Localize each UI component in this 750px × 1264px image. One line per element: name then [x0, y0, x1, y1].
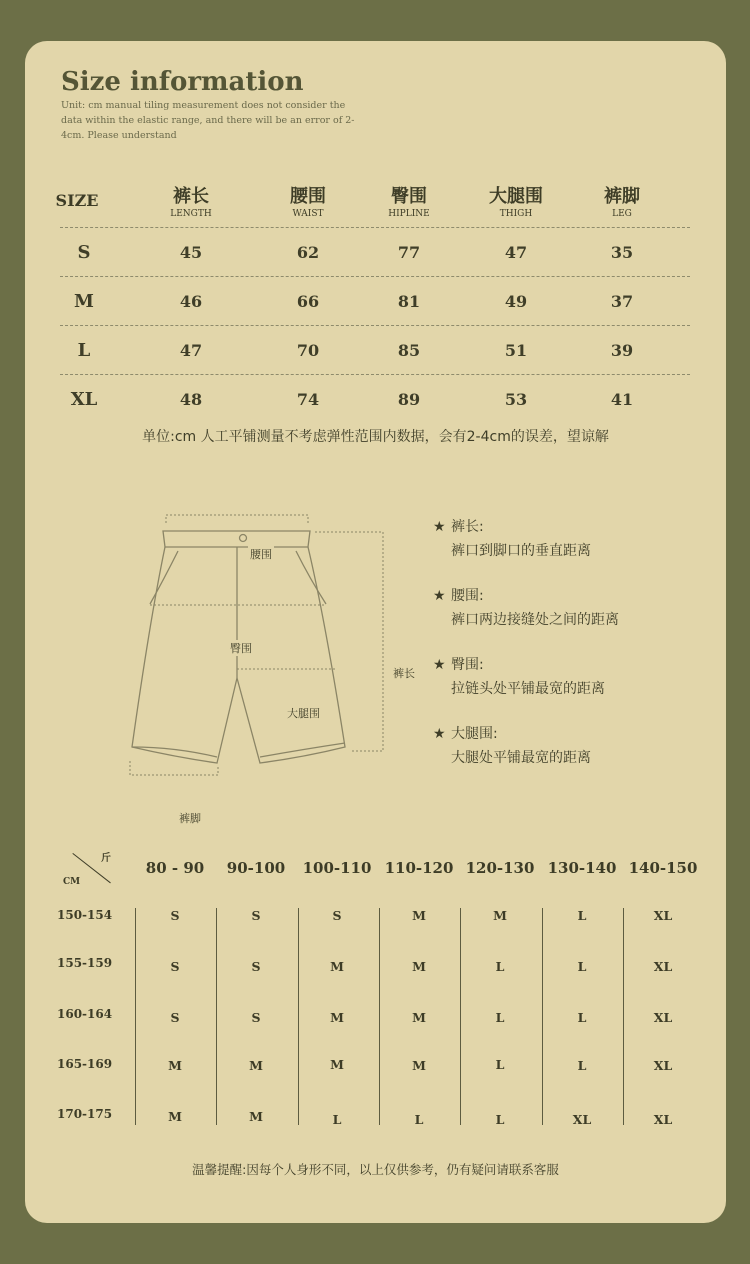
size-cell: S	[251, 1010, 261, 1025]
size-cell: M	[330, 1057, 344, 1072]
shorts-illustration	[120, 499, 440, 799]
height-label: 150-154	[57, 908, 113, 922]
cell-value: 77	[397, 242, 421, 262]
cell-value: 53	[504, 389, 528, 409]
column-divider	[623, 908, 624, 1125]
label-thigh: 大腿围	[287, 707, 320, 720]
size-cell: M	[330, 1010, 344, 1025]
weight-header: 110-120	[384, 859, 454, 877]
size-recommendation-table	[25, 841, 726, 1141]
definition-title: 臀围:	[451, 657, 484, 673]
cell-value: 47	[504, 242, 528, 262]
size-column-header	[56, 173, 99, 227]
size-cell: M	[493, 908, 507, 923]
table-row	[60, 227, 690, 276]
size-cell: M	[330, 959, 344, 974]
height-label: 170-175	[57, 1107, 113, 1121]
table-corner	[63, 849, 109, 887]
height-label: 155-159	[57, 956, 113, 970]
size-cell: M	[412, 1058, 426, 1073]
definition-desc: 大腿处平铺最宽的距离	[451, 750, 591, 766]
cell-value: 51	[504, 340, 528, 360]
height-label: 160-164	[57, 1007, 113, 1021]
cell-value: 70	[296, 340, 320, 360]
definition-item	[433, 722, 713, 770]
label-hip: 臀围	[230, 642, 252, 655]
weight-header: 130-140	[547, 859, 617, 877]
cell-value: 74	[296, 389, 320, 409]
size-cell: S	[170, 1010, 180, 1025]
cell-value: 81	[397, 291, 421, 311]
table-row	[60, 374, 690, 423]
column-header	[604, 173, 640, 227]
row-size: XL	[70, 388, 98, 410]
size-card	[25, 41, 726, 1223]
column-divider	[298, 908, 299, 1125]
size-cell: M	[168, 1058, 182, 1073]
label-length: 裤长	[393, 667, 415, 680]
cell-value: 62	[296, 242, 320, 262]
size-table-header	[55, 173, 690, 227]
cell-value: 89	[397, 389, 421, 409]
column-cn: 大腿围	[489, 185, 543, 207]
size-cell: XL	[653, 1058, 673, 1073]
column-cn: 臀围	[391, 185, 427, 207]
weight-unit: 斤	[101, 853, 111, 864]
label-leg: 裤脚	[179, 812, 201, 825]
label-waist: 腰围	[250, 548, 272, 561]
cell-value: 35	[610, 242, 634, 262]
column-en: THIGH	[499, 208, 533, 219]
star-icon: ★	[433, 657, 446, 673]
definition-title: 腰围:	[451, 588, 484, 604]
size-cell: M	[249, 1058, 263, 1073]
size-cell: L	[577, 908, 587, 923]
definition-desc: 拉链头处平铺最宽的距离	[451, 681, 605, 697]
size-cell: S	[170, 908, 180, 923]
column-header	[290, 173, 326, 227]
cell-value: 39	[610, 340, 634, 360]
column-header	[388, 173, 429, 227]
weight-header: 100-110	[302, 859, 372, 877]
size-cell: XL	[653, 959, 673, 974]
unit-note: 单位:cm 人工平铺测量不考虑弹性范围内数据，会有2-4cm的误差，望谅解	[142, 429, 609, 445]
row-size: L	[77, 339, 91, 361]
cell-value: 49	[504, 291, 528, 311]
row-size: M	[74, 290, 94, 312]
row-size: S	[77, 241, 91, 263]
cell-value: 47	[179, 340, 203, 360]
column-en: HIPLINE	[388, 208, 430, 219]
size-cell: XL	[653, 1010, 673, 1025]
star-icon: ★	[433, 726, 446, 742]
size-cell: L	[577, 1010, 587, 1025]
column-cn: 腰围	[290, 185, 326, 207]
page-title: Size information	[61, 67, 304, 97]
weight-header: 140-150	[628, 859, 698, 877]
cell-value: 45	[179, 242, 203, 262]
definition-item	[433, 515, 713, 563]
column-divider	[460, 908, 461, 1125]
size-cell: L	[414, 1112, 424, 1127]
column-en: LENGTH	[170, 208, 212, 219]
size-label: SIZE	[55, 190, 99, 210]
column-divider	[135, 908, 136, 1125]
size-cell: M	[168, 1109, 182, 1124]
column-cn: 裤长	[173, 185, 209, 207]
footer-note: 温馨提醒:因每个人身形不同，以上仅供参考，仍有疑问请联系客服	[192, 1162, 559, 1177]
size-cell: L	[495, 1010, 505, 1025]
size-cell: M	[412, 1010, 426, 1025]
star-icon: ★	[433, 588, 446, 604]
size-cell: L	[577, 959, 587, 974]
column-cn: 裤脚	[604, 185, 640, 207]
definition-item	[433, 584, 713, 632]
column-divider	[216, 908, 217, 1125]
column-divider	[379, 908, 380, 1125]
weight-header: 120-130	[465, 859, 535, 877]
size-cell: L	[495, 959, 505, 974]
definition-desc: 裤口两边接缝处之间的距离	[451, 612, 619, 628]
size-cell: L	[577, 1058, 587, 1073]
size-cell: M	[412, 959, 426, 974]
measurement-definitions	[433, 515, 713, 791]
size-cell: L	[495, 1057, 505, 1072]
cell-value: 41	[610, 389, 634, 409]
definition-desc: 裤口到脚口的垂直距离	[451, 543, 591, 559]
size-cell: M	[249, 1109, 263, 1124]
weight-header: 80 - 90	[145, 859, 205, 877]
size-cell: L	[495, 1112, 505, 1127]
column-en: LEG	[612, 208, 632, 219]
definition-title: 裤长:	[451, 519, 484, 535]
column-header	[170, 173, 211, 227]
cell-value: 66	[296, 291, 320, 311]
size-cell: S	[170, 959, 180, 974]
column-en: WAIST	[292, 208, 324, 219]
size-cell: XL	[653, 1112, 673, 1127]
definition-title: 大腿围:	[451, 726, 498, 742]
size-cell: M	[412, 908, 426, 923]
shorts-diagram	[120, 499, 440, 825]
table-row	[60, 276, 690, 325]
cell-value: 48	[179, 389, 203, 409]
cell-value: 37	[610, 291, 634, 311]
height-unit: CM	[63, 877, 81, 887]
size-cell: XL	[572, 1112, 592, 1127]
table-row	[60, 325, 690, 374]
subtitle: Unit: cm manual tiling measurement does not consider the data within the elastic range, and there will be an error of 2-4cm. Please understand	[61, 100, 355, 141]
cell-value: 85	[397, 340, 421, 360]
size-cell: XL	[653, 908, 673, 923]
size-cell: S	[332, 908, 342, 923]
size-table	[55, 173, 690, 423]
definition-item	[433, 653, 713, 701]
column-divider	[542, 908, 543, 1125]
star-icon: ★	[433, 519, 446, 535]
column-header	[489, 173, 543, 227]
height-label: 165-169	[57, 1057, 113, 1071]
cell-value: 46	[179, 291, 203, 311]
weight-header: 90-100	[226, 859, 286, 877]
size-cell: S	[251, 908, 261, 923]
size-cell: L	[332, 1112, 342, 1127]
size-cell: S	[251, 959, 261, 974]
